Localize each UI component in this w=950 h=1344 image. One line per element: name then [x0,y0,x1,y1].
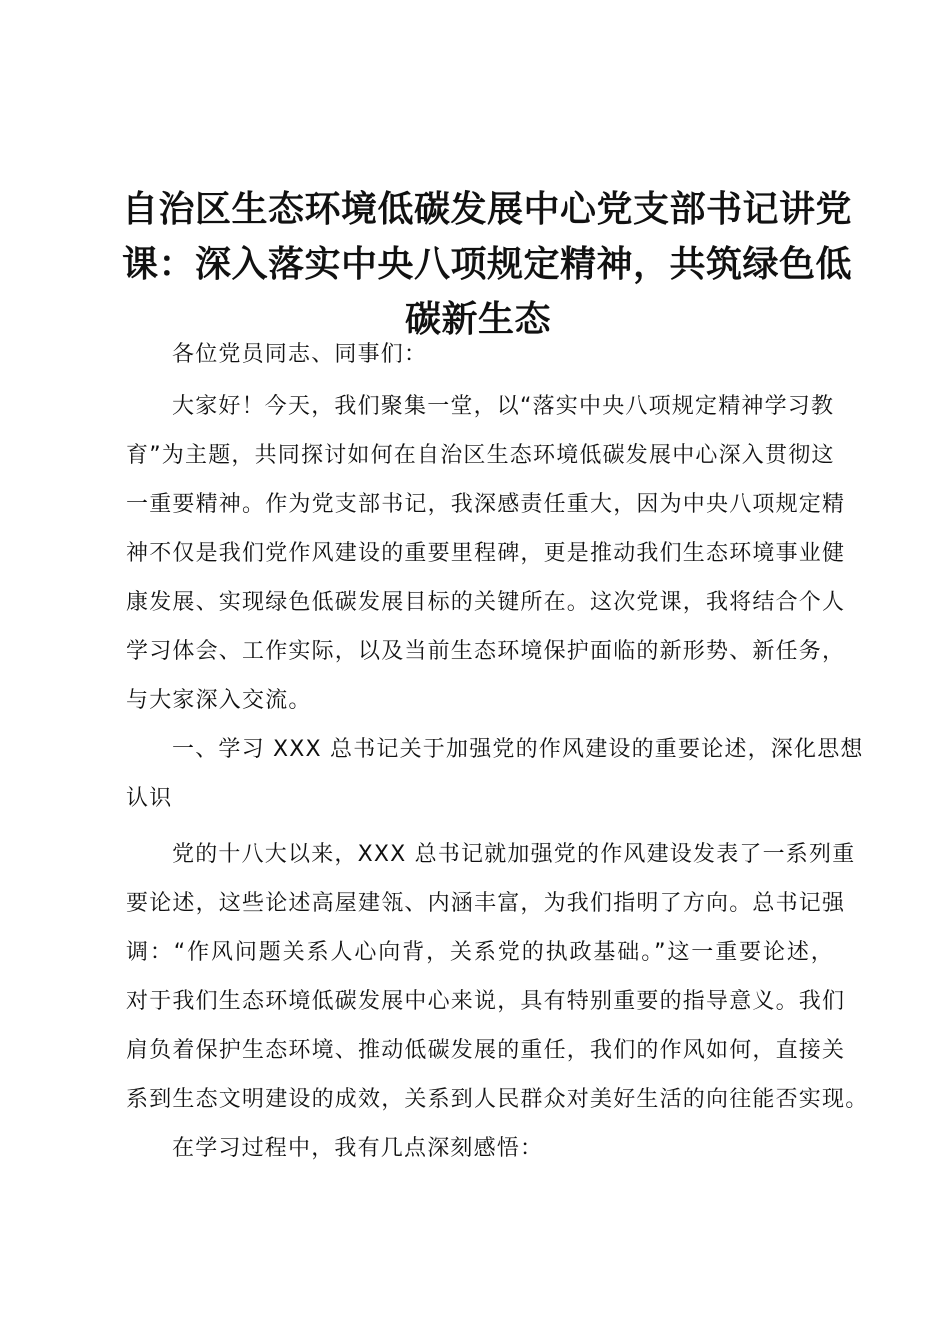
title-line: 自治区生态环境低碳发展中心党支部书记讲党 [122,189,853,230]
title-line: 课：深入落实中央八项规定精神，共筑绿色低 [122,244,853,285]
intro-paragraph [126,382,846,725]
section-heading [126,725,864,823]
heading-line: 认识 [126,786,173,811]
paragraph-line: 调：“作风问题关系人心向背，关系党的执政基础。”这一重要论述， [126,940,834,965]
paragraph-line: 康发展、实现绿色低碳发展目标的关键所在。这次党课，我将结合个人 [126,590,846,615]
paragraph-line: 在学习过程中，我有几点深刻感悟： [172,1136,544,1161]
paragraph-line: 大家好！今天，我们聚集一堂，以“落实中央八项规定精神学习教 [172,394,835,419]
paragraph-line: 对于我们生态环境低碳发展中心来说，具有特别重要的指导意义。我们 [126,989,846,1014]
title-line: 碳新生态 [404,299,551,340]
greeting-line: 各位党员同志、同事们： [172,342,428,367]
greeting-paragraph [126,330,834,379]
paragraph-line: 与大家深入交流。 [126,688,312,713]
paragraph-line: 学习体会、工作实际，以及当前生态环境保护面临的新形势、新任务， [126,639,846,664]
paragraph-line: 一重要精神。作为党支部书记，我深感责任重大，因为中央八项规定精 [126,492,846,517]
paragraph-line: 要论述，这些论述高屋建瓴、内涵丰富，为我们指明了方向。总书记强 [126,891,846,916]
section-paragraph [126,830,869,1124]
paragraph-line: 神不仅是我们党作风建设的重要里程碑，更是推动我们生态环境事业健 [126,541,846,566]
document-title [122,182,853,347]
heading-line: 一、学习 XXX 总书记关于加强党的作风建设的重要论述，深化思想 [172,737,864,762]
paragraph-line: 党的十八大以来，XXX 总书记就加强党的作风建设发表了一系列重 [172,842,856,867]
paragraph-line: 育”为主题，共同探讨如何在自治区生态环境低碳发展中心深入贯彻这 [126,443,835,468]
paragraph-line: 肩负着保护生态环境、推动低碳发展的重任，我们的作风如何，直接关 [126,1038,846,1063]
paragraph-line: 系到生态文明建设的成效，关系到人民群众对美好生活的向往能否实现。 [126,1087,869,1112]
closing-paragraph [126,1124,834,1173]
